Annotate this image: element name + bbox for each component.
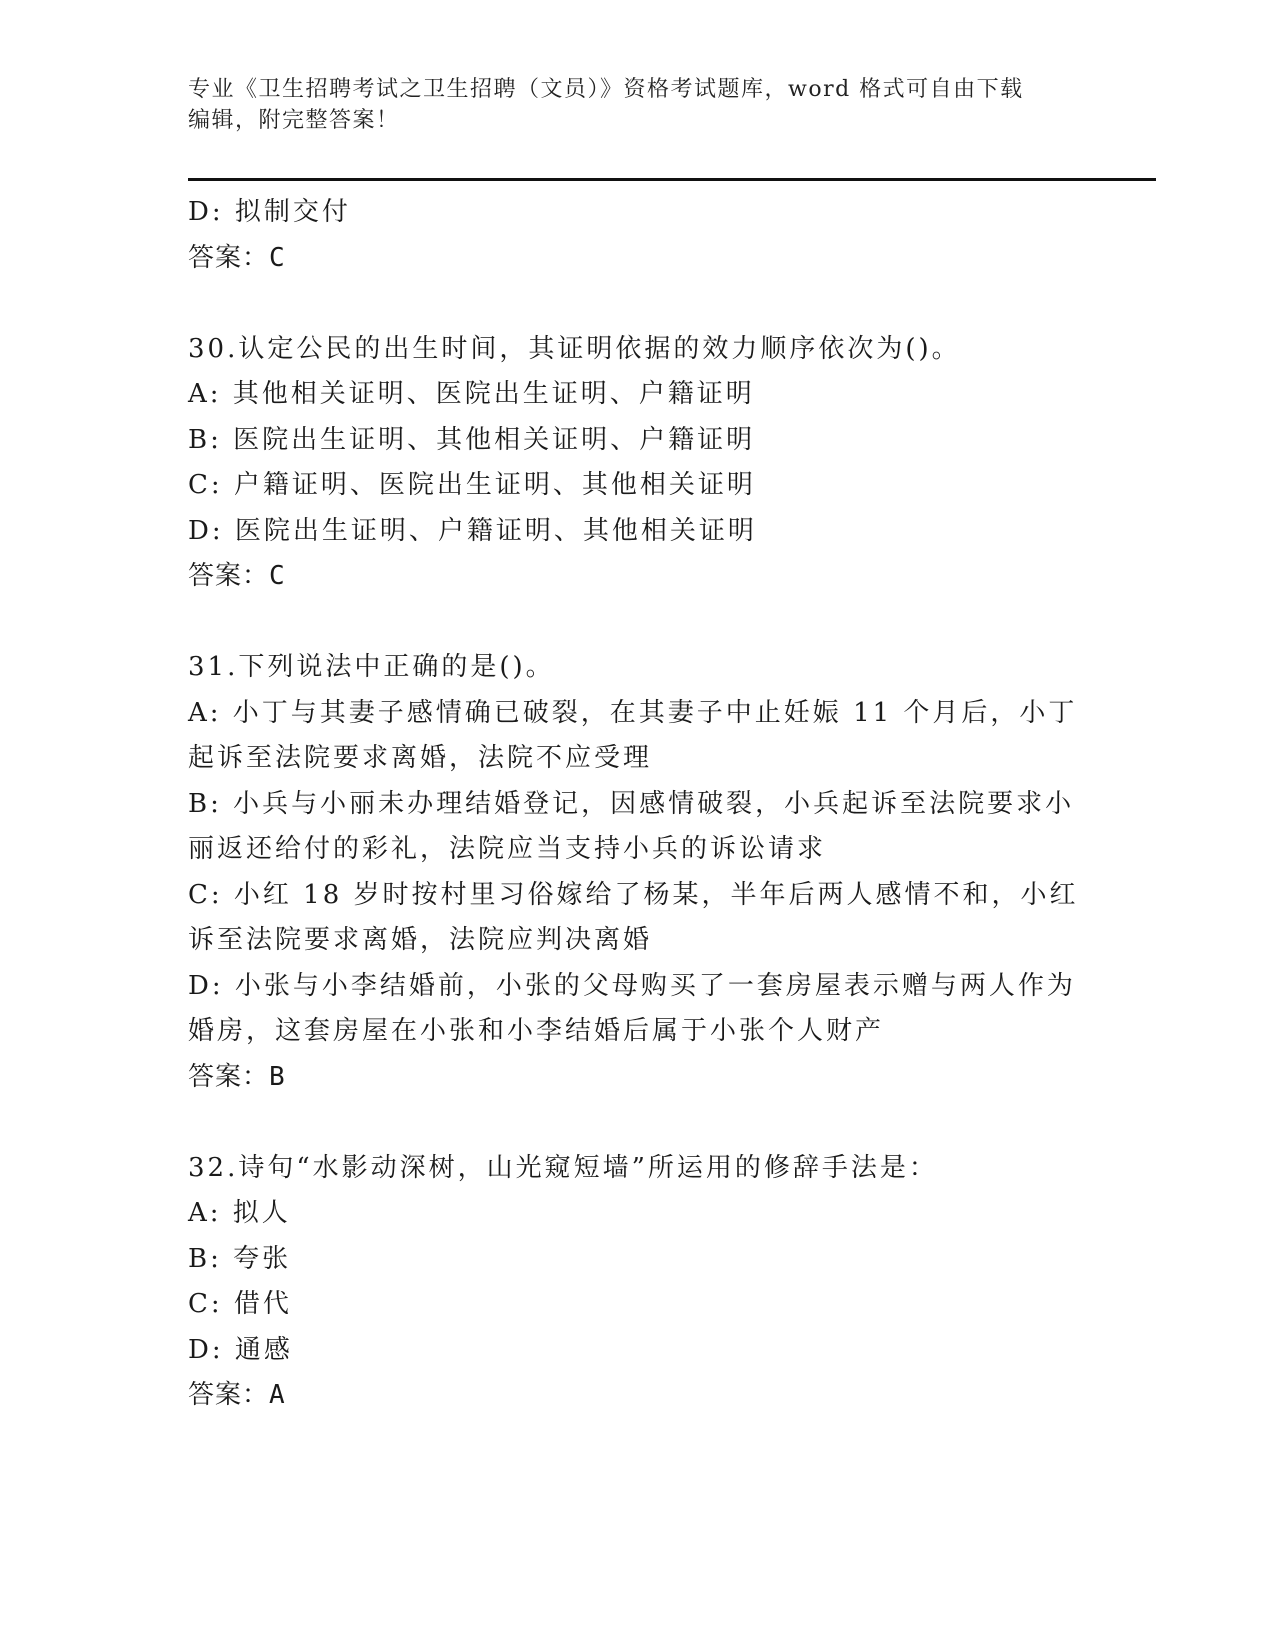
question-stem: 31.下列说法中正确的是()。 [188,652,555,682]
question-30 [188,327,1088,600]
answer-label: 答案： [188,1061,270,1092]
page-header [188,74,1088,136]
answer-label: 答案： [188,561,270,591]
option-d: D: 通感 [188,1334,293,1365]
answer-value: A [269,1380,286,1410]
header-divider [188,178,1156,181]
question-32 [188,1146,1088,1419]
answer-value: C [269,561,286,591]
answer-value: C [269,242,286,273]
option-a: A: 拟人 [188,1198,291,1228]
option-b: B: 医院出生证明、其他相关证明、户籍证明 [188,424,756,455]
option-c: C: 借代 [188,1289,292,1319]
spacer [188,281,1088,327]
option-d-line-1: D: 小张与小李结婚前，小张的父母购买了一套房屋表示赠与两人作为 [188,970,1076,1001]
question-stem: 32.诗句“水影动深树，山光窥短墙”所运用的修辞手法是： [188,1152,938,1183]
header-line-2: 编辑，附完整答案！ [188,108,400,133]
answer-label: 答案： [188,1380,270,1410]
answer-label: 答案： [188,242,270,273]
option-b: B: 夸张 [188,1243,292,1274]
answer-line [188,1055,1088,1101]
spacer [188,1100,1088,1146]
option-c-line-1: C: 小红 18 岁时按村里习俗嫁给了杨某，半年后两人感情不和，小红 [188,879,1079,910]
header-line-1: 专业《卫生招聘考试之卫生招聘（文员）》资格考试题库，word 格式可自由下载 [188,77,1024,102]
spacer [188,600,1088,646]
option-a-line-1: A: 小丁与其妻子感情确已破裂，在其妻子中止妊娠 11 个月后，小丁 [188,697,1078,728]
option-d: D: 医院出生证明、户籍证明、其他相关证明 [188,515,757,546]
answer-line [188,554,1088,600]
question-content [188,190,1088,1419]
option-b-line-1: B: 小兵与小丽未办理结婚登记，因感情破裂，小兵起诉至法院要求小 [188,788,1075,819]
answer-line [188,236,1088,282]
question-31 [188,645,1088,1100]
option-c: C: 户籍证明、医院出生证明、其他相关证明 [188,470,756,500]
answer-value: B [269,1061,286,1092]
question-stem: 30.认定公民的出生时间，其证明依据的效力顺序依次为()。 [188,333,961,364]
option-a: A: 其他相关证明、医院出生证明、户籍证明 [188,379,755,409]
answer-line [188,1373,1088,1419]
option-d: D: 拟制交付 [188,197,351,227]
option-a-line-2: 起诉至法院要求离婚，法院不应受理 [188,743,653,773]
option-b-line-2: 丽返还给付的彩礼，法院应当支持小兵的诉讼请求 [188,834,827,864]
option-d-line-2: 婚房，这套房屋在小张和小李结婚后属于小张个人财产 [188,1016,885,1046]
option-c-line-2: 诉至法院要求离婚，法院应判决离婚 [188,925,653,955]
